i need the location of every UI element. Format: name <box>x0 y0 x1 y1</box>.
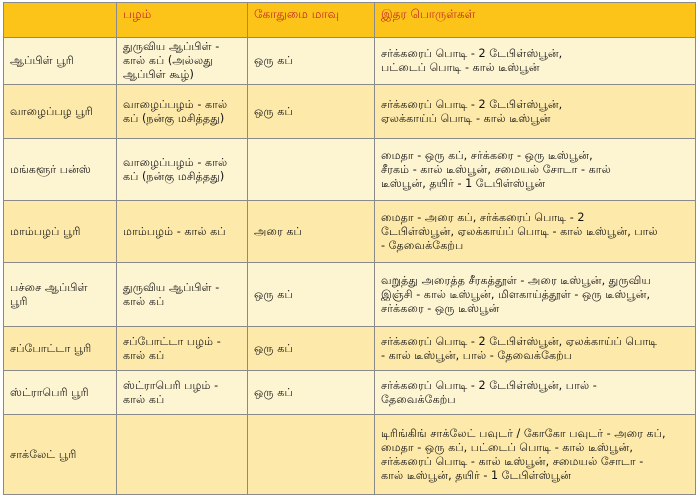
header-name <box>4 3 117 38</box>
others-cell: வறுத்து அரைத்த சீரகத்தூள் - அரை டீஸ்பூன், துருவிய இஞ்சி - கால் டீஸ்பூன், மிளகாய்த்தூள் - ஒரு டீஸ்பூன், சர்க்கரை - ஒரு டீஸ்பூன் <box>375 263 696 327</box>
table-header-row <box>4 3 696 38</box>
others-cell: சர்க்கரைப் பொடி - 2 டேபிள்ஸ்பூன், பால் - தேவைக்கேற்ப <box>375 371 696 415</box>
dish-name: பச்சை ஆப்பிள் பூரி <box>4 263 117 327</box>
table-row <box>4 263 696 327</box>
dish-name: மாம்பழப் பூரி <box>4 201 117 263</box>
fruit-cell: சப்போட்டா பழம் - கால் கப் <box>117 327 248 371</box>
flour-cell: ஒரு கப் <box>248 263 375 327</box>
fruit-cell: ஸ்ட்ராபெரி பழம் - கால் கப் <box>117 371 248 415</box>
fruit-cell <box>117 415 248 495</box>
dish-name: வாழைப்பழ பூரி <box>4 85 117 139</box>
fruit-cell: துருவிய ஆப்பிள் - கால் கப் (அல்லது ஆப்பிள் கூழ்) <box>117 38 248 85</box>
recipe-table <box>3 2 696 495</box>
fruit-cell: வாழைப்பழம் - கால் கப் (நன்கு மசித்தது) <box>117 139 248 201</box>
dish-name: சாக்லேட் பூரி <box>4 415 117 495</box>
table-row <box>4 327 696 371</box>
others-cell: டிரிங்கிங் சாக்லேட் பவுடர் / கோகோ பவுடர் - அரை கப், மைதா - ஒரு கப், பட்டைப் பொடி - கால் டீஸ்பூன், சர்க்கரைப் பொடி - கால் டீஸ்பூன், சமையல் சோடா - கால் டீஸ்பூன், தயிர் - 1 டேபிள்ஸ்பூன் <box>375 415 696 495</box>
table-row <box>4 201 696 263</box>
dish-name: ஸ்ட்ராபெரி பூரி <box>4 371 117 415</box>
others-cell: மைதா - அரை கப், சர்க்கரைப் பொடி - 2 டேபிள்ஸ்பூன், ஏலக்காய்ப் பொடி - கால் டீஸ்பூன், பால் - தேவைக்கேற்ப <box>375 201 696 263</box>
flour-cell: அரை கப் <box>248 201 375 263</box>
fruit-cell: துருவிய ஆப்பிள் - கால் கப் <box>117 263 248 327</box>
table-row <box>4 139 696 201</box>
header-fruit: பழம் <box>117 3 248 38</box>
fruit-cell: மாம்பழம் - கால் கப் <box>117 201 248 263</box>
others-cell: சர்க்கரைப் பொடி - 2 டேபிள்ஸ்பூன், ஏலக்காய்ப் பொடி - கால் டீஸ்பூன், பால் - தேவைக்கேற்ப <box>375 327 696 371</box>
flour-cell: ஒரு கப் <box>248 85 375 139</box>
flour-cell: ஒரு கப் <box>248 371 375 415</box>
flour-cell: ஒரு கப் <box>248 38 375 85</box>
table-row <box>4 85 696 139</box>
page <box>0 2 700 498</box>
dish-name: சப்போட்டா பூரி <box>4 327 117 371</box>
flour-cell <box>248 415 375 495</box>
others-cell: சர்க்கரைப் பொடி - 2 டேபிள்ஸ்பூன், பட்டைப் பொடி - கால் டீஸ்பூன் <box>375 38 696 85</box>
header-flour: கோதுமை மாவு <box>248 3 375 38</box>
table-row <box>4 38 696 85</box>
table-row <box>4 371 696 415</box>
fruit-cell: வாழைப்பழம் - கால் கப் (நன்கு மசித்தது) <box>117 85 248 139</box>
others-cell: மைதா - ஒரு கப், சர்க்கரை - ஒரு டீஸ்பூன், சீரகம் - கால் டீஸ்பூன், சமையல் சோடா - கால் டீஸ்பூன், தயிர் - 1 டேபிள்ஸ்பூன் <box>375 139 696 201</box>
header-others: இதர பொருள்கள் <box>375 3 696 38</box>
table-row <box>4 415 696 495</box>
flour-cell: ஒரு கப் <box>248 327 375 371</box>
dish-name: மங்களூர் பன்ஸ் <box>4 139 117 201</box>
others-cell: சர்க்கரைப் பொடி - 2 டேபிள்ஸ்பூன், ஏலக்காய்ப் பொடி - கால் டீஸ்பூன் <box>375 85 696 139</box>
dish-name: ஆப்பிள் பூரி <box>4 38 117 85</box>
flour-cell <box>248 139 375 201</box>
